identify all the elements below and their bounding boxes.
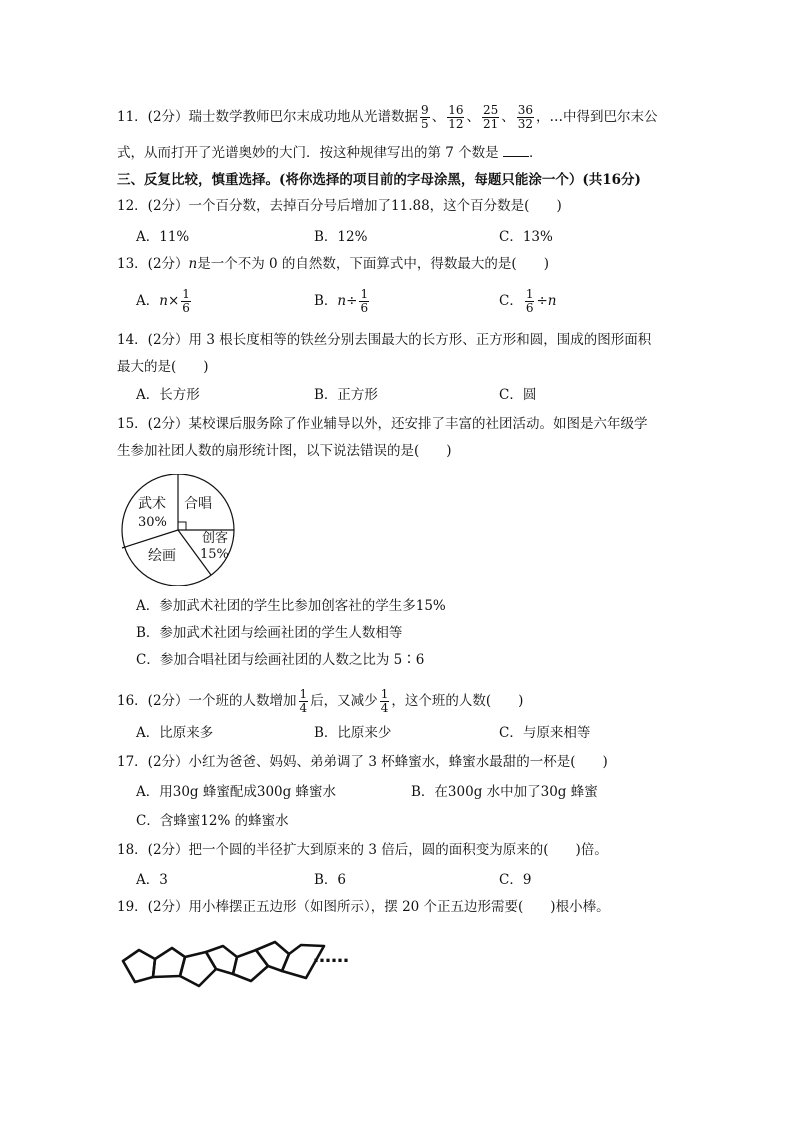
section-3-heading: 三、反复比较，慎重选择。(将你选择的项目前的字母涂黑，每题只能涂一个）(共16分) xyxy=(117,172,641,188)
q14-option-a[interactable]: A．长方形 xyxy=(136,387,200,403)
pie-label-huihua: 绘画 xyxy=(148,548,176,564)
q13-stem: 13．(2分）n是一个不为 0 的自然数，下面算式中，得数最大的是( ) xyxy=(117,256,549,272)
q12-option-c[interactable]: C．13% xyxy=(499,229,553,245)
q11-fraction-2: $\frac{16}{12}$ xyxy=(448,103,464,131)
answer-blank[interactable] xyxy=(503,144,529,157)
pentagon-4 xyxy=(206,946,237,974)
pentagon-5 xyxy=(233,950,268,981)
q11-line2: 式，从而打开了光谱奥妙的大门．按这种规律写出的第 7 个数是 ． xyxy=(117,145,543,161)
q14-stem-line1: 14．(2分）用 3 根长度相等的铁丝分别去围最大的长方形、正方形和圆，围成的图形面积 xyxy=(117,332,652,348)
pie-label-hechang: 合唱 xyxy=(184,496,212,512)
q17-stem: 17．(2分）小红为爸爸、妈妈、弟弟调了 3 杯蜂蜜水，蜂蜜水最甜的一杯是( ) xyxy=(117,754,608,770)
pentagon-3 xyxy=(180,952,216,986)
q11-suffix: ，…中得到巴尔末公 xyxy=(536,109,658,125)
q14-option-c[interactable]: C．圆 xyxy=(499,387,537,403)
pie-label-chuangke: 创客 xyxy=(202,531,229,546)
q11-fraction-1: $\frac{9}{5}$ xyxy=(421,103,429,131)
q17-option-c[interactable]: C．含蜂蜜12% 的蜂蜜水 xyxy=(136,813,289,829)
q14-option-b[interactable]: B．正方形 xyxy=(314,387,378,403)
q15-stem-line2: 生参加社团人数的扇形统计图，以下说法错误的是( ) xyxy=(117,443,452,459)
q11-line1: 11．(2分）瑞士数学教师巴尔末成功地从光谱数据 $\frac{9}{5}$ 、 $\frac{16}{12}$ 、 $\frac{25}{21}$ 、 $\frac{36}{32}$ ，…中得到巴尔末公 xyxy=(117,103,658,131)
q11-fraction-4: $\frac{36}{32}$ xyxy=(517,103,534,131)
q16-option-a[interactable]: A．比原来多 xyxy=(136,725,214,741)
q18-option-c[interactable]: C．9 xyxy=(499,872,532,888)
q19-stem: 19．(2分）用小棒摆正五边形（如图所示），摆 20 个正五边形需要( )根小棒。 xyxy=(117,899,610,915)
pie-label-wushu-pct: 30% xyxy=(138,515,167,530)
pie-label-chuangke-pct: 15% xyxy=(200,547,229,562)
q18-option-b[interactable]: B．6 xyxy=(314,872,347,888)
q15-option-a[interactable]: A．参加武术社团的学生比参加创客社的学生多15% xyxy=(136,598,446,614)
q12-option-a[interactable]: A．11% xyxy=(136,229,190,245)
q16-option-b[interactable]: B．比原来少 xyxy=(314,725,392,741)
q16-option-c[interactable]: C．与原来相等 xyxy=(499,725,591,741)
q11-prefix: 11．(2分）瑞士数学教师巴尔末成功地从光谱数据 xyxy=(117,109,419,125)
q15-option-c[interactable]: C．参加合唱社团与绘画社团的人数之比为 5∶6 xyxy=(136,652,425,668)
q13-option-a[interactable]: A．n× $\frac{1}{6}$ xyxy=(136,287,190,315)
q17-option-b[interactable]: B．在300g 水中加了30g 蜂蜜 xyxy=(411,784,598,800)
q17-option-a[interactable]: A．用30g 蜂蜜配成300g 蜂蜜水 xyxy=(136,784,337,800)
q13-option-b[interactable]: B．n÷ $\frac{1}{6}$ xyxy=(314,287,369,315)
continuation-dots: …… xyxy=(313,946,349,967)
q16-stem: 16．(2分）一个班的人数增加 $\frac{1}{4}$ 后，又减少 $\frac{1}{4}$ ，这个班的人数( ) xyxy=(117,687,524,715)
pentagon-chain-figure xyxy=(118,936,368,996)
q18-stem: 18．(2分）把一个圆的半径扩大到原来的 3 倍后，圆的面积变为原来的( )倍。 xyxy=(117,842,608,858)
q11-fraction-3: $\frac{25}{21}$ xyxy=(482,103,499,131)
q12-option-b[interactable]: B．12% xyxy=(314,229,368,245)
q15-stem-line1: 15．(2分）某校课后服务除了作业辅导以外，还安排了丰富的社团活动。如图是六年级学 xyxy=(117,416,648,432)
q15-option-b[interactable]: B．参加武术社团与绘画社团的学生人数相等 xyxy=(136,625,403,641)
q14-stem-line2: 最大的是( ) xyxy=(117,359,209,375)
q13-option-c[interactable]: C． $\frac{1}{6}$ ÷n xyxy=(499,287,557,315)
q12-stem: 12．(2分）一个百分数，去掉百分号后增加了11.88，这个百分数是( ) xyxy=(117,198,562,214)
q18-option-a[interactable]: A．3 xyxy=(136,872,168,888)
pie-chart xyxy=(118,474,240,586)
pentagon-1 xyxy=(123,950,155,982)
pie-label-wushu: 武术 xyxy=(138,496,166,512)
